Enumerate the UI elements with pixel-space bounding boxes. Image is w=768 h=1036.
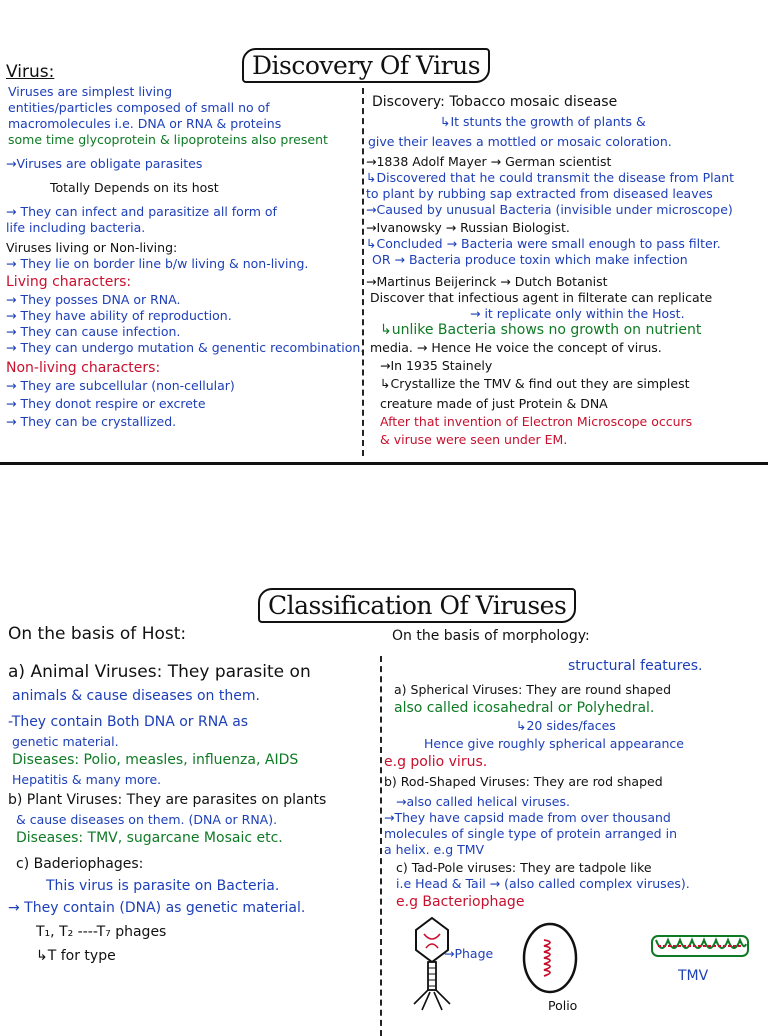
note-line: to plant by rubbing sap extracted from diseased leaves [366,186,713,201]
tmv-label: TMV [678,968,709,984]
note-line: a) Spherical Viruses: They are round shaped [394,682,672,697]
note-line: c) Tad-Pole viruses: They are tadpole like [396,860,652,875]
note-line: → They can be crystallized. [6,414,177,429]
note-line: life including bacteria. [6,220,146,235]
note-line: Hence give roughly spherical appearance [424,736,684,751]
note-line: ↳Concluded → Bacteria were small enough to pass filter. [366,236,721,251]
column-divider [362,88,364,456]
note-line: ↳20 sides/faces [516,718,616,733]
note-line: e.g polio virus. [384,754,488,770]
note-line: →Martinus Beijerinck → Dutch Botanist [366,274,608,289]
note-line: ↳Crystallize the TMV & find out they are simplest [380,376,690,391]
note-line: →also called helical viruses. [396,794,570,809]
note-line: & cause diseases on them. (DNA or RNA). [16,812,278,827]
note-line: T₁, T₂ ----T₇ phages [36,924,167,940]
note-line: Diseases: TMV, sugarcane Mosaic etc. [16,830,283,846]
note-line: →Caused by unusual Bacteria (invisible under microscope) [366,202,733,217]
tmv-drawing [650,930,750,966]
note-line: OR → Bacteria produce toxin which make infection [372,252,688,267]
note-line: i.e Head & Tail → (also called complex viruses). [396,876,690,891]
note-line: & viruse were seen under EM. [380,432,568,447]
discovery-title: Discovery Of Virus [242,48,490,83]
note-line: →In 1935 Stainely [380,358,493,373]
note-line: Viruses are simplest living [8,84,173,99]
note-line: ↳T for type [36,948,116,964]
note-line: ↳unlike Bacteria shows no growth on nutrient [380,322,702,338]
note-line: c) Baderiophages: [16,856,144,872]
note-line: → They can infect and parasitize all form of [6,204,277,219]
note-line: Living characters: [6,274,132,290]
note-line: e.g Bacteriophage [396,894,525,910]
note-line: Discover that infectious agent in filterate can replicate [370,290,713,305]
note-line: entities/particles composed of small no of [8,100,270,115]
note-line: a helix. e.g TMV [384,842,485,857]
phage-label: →Phage [444,946,494,961]
note-line: media. → Hence He voice the concept of virus. [370,340,662,355]
note-line: After that invention of Electron Microscope occurs [380,414,693,429]
polio-virus-drawing [518,920,582,1000]
note-line: →Viruses are obligate parasites [6,156,203,171]
note-line: b) Plant Viruses: They are parasites on plants [8,792,327,808]
note-line: genetic material. [12,734,119,749]
note-line: ↳It stunts the growth of plants & [440,114,646,129]
note-line: →They have capsid made from over thousand [384,810,671,825]
note-line: macromolecules i.e. DNA or RNA & proteins [8,116,282,131]
note-line: → They have ability of reproduction. [6,308,232,323]
note-line: structural features. [568,658,703,674]
note-line: animals & cause diseases on them. [12,688,260,704]
note-line: → They lie on border line b/w living & non-living. [6,256,309,271]
note-line: give their leaves a mottled or mosaic coloration. [368,134,672,149]
note-line: Diseases: Polio, measles, influenza, AIDS [12,752,299,768]
discovery-panel [0,0,768,462]
note-line: some time glycoprotein & lipoproteins also present [8,132,328,147]
note-line: also called icosahedral or Polyhedral. [394,700,655,716]
note-line: molecules of single type of protein arranged in [384,826,677,841]
note-line: Viruses living or Non-living: [6,240,178,255]
note-line: a) Animal Viruses: They parasite on [8,662,311,682]
note-line: → it replicate only within the Host. [470,306,685,321]
note-line: On the basis of Host: [8,624,187,644]
note-line: → They can cause infection. [6,324,181,339]
note-line: → They can undergo mutation & genentic recombination. [6,340,365,355]
polio-label: Polio [548,998,578,1013]
bacteriophage-drawing [404,914,464,1014]
note-line: →Ivanowsky → Russian Biologist. [366,220,570,235]
note-line: b) Rod-Shaped Viruses: They are rod shaped [384,774,663,789]
section-divider [0,462,768,465]
column-divider [380,656,382,1036]
note-line: -They contain Both DNA or RNA as [8,714,249,730]
note-line: This virus is parasite on Bacteria. [46,878,280,894]
note-line: Hepatitis & many more. [12,772,162,787]
note-line: On the basis of morphology: [392,628,590,644]
note-line: Totally Depends on its host [50,180,219,195]
classification-title: Classification Of Viruses [258,588,576,623]
note-line: → They contain (DNA) as genetic material. [8,900,306,916]
note-line: ↳Discovered that he could transmit the disease from Plant [366,170,735,185]
note-line: → They posses DNA or RNA. [6,292,181,307]
note-line: → They donot respire or excrete [6,396,206,411]
note-line: Virus: [6,62,55,82]
note-line: →1838 Adolf Mayer → German scientist [366,154,612,169]
note-line: Discovery: Tobacco mosaic disease [372,94,618,110]
note-line: → They are subcellular (non-cellular) [6,378,235,393]
note-line: creature made of just Protein & DNA [380,396,608,411]
note-line: Non-living characters: [6,360,161,376]
